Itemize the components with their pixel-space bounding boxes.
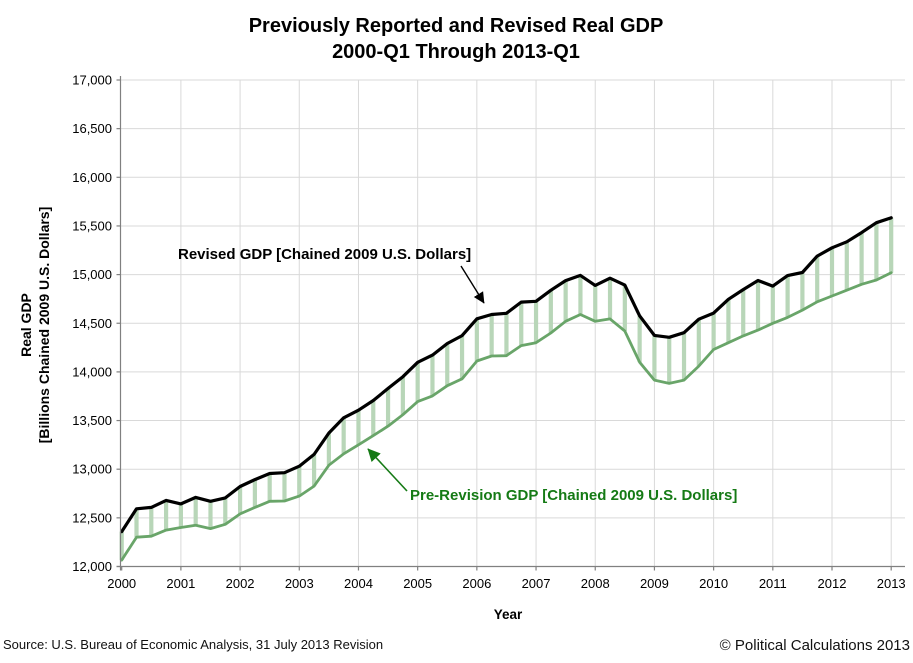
x-tick-labels xyxy=(107,576,905,591)
y-axis-title-line2: [Billions Chained 2009 U.S. Dollars] xyxy=(36,206,52,444)
x-tick-label: 2004 xyxy=(344,576,373,591)
y-tick-label: 14,500 xyxy=(72,315,112,331)
x-tick-label: 2005 xyxy=(403,576,433,591)
x-tick-label: 2001 xyxy=(166,576,196,591)
y-tick-label: 17,000 xyxy=(72,72,112,88)
y-tick-label: 15,500 xyxy=(72,218,112,234)
y-tick-labels xyxy=(72,73,112,575)
copyright-note: © Political Calculations 2013 xyxy=(719,637,910,654)
pre-revision-gdp-arrow xyxy=(368,449,407,491)
y-tick-label: 14,000 xyxy=(72,364,112,380)
x-tick-label: 2007 xyxy=(521,576,551,591)
y-tick-label: 13,000 xyxy=(72,461,112,477)
y-tick-label: 15,000 xyxy=(72,267,112,283)
x-tick-label: 2008 xyxy=(580,576,610,591)
x-tick-label: 2002 xyxy=(225,576,255,591)
revised-gdp-line xyxy=(122,218,892,532)
x-axis-title: Year xyxy=(493,607,523,622)
y-tick-label: 12,500 xyxy=(72,510,112,526)
x-tick-label: 2013 xyxy=(876,576,906,591)
x-tick-label: 2000 xyxy=(107,576,137,591)
x-tick-label: 2012 xyxy=(817,576,847,591)
chart-title-line2: 2000-Q1 Through 2013-Q1 xyxy=(332,41,580,63)
gdp-series-lines xyxy=(122,218,892,560)
y-tick-label: 12,000 xyxy=(72,559,112,574)
x-tick-label: 2009 xyxy=(639,576,669,591)
chart-title-line1: Previously Reported and Revised Real GDP xyxy=(248,15,664,37)
y-tick-label: 13,500 xyxy=(72,413,112,429)
y-tick-label: 16,000 xyxy=(72,169,112,185)
x-tick-label: 2003 xyxy=(284,576,314,591)
pre-revision-gdp-annotation: Pre-Revision GDP [Chained 2009 U.S. Dollars] xyxy=(410,487,738,504)
revised-gdp-arrow xyxy=(461,266,484,303)
x-tick-label: 2010 xyxy=(699,576,729,591)
y-tick-label: 16,500 xyxy=(72,121,112,137)
revision-band-hatches xyxy=(122,218,891,560)
revised-gdp-annotation: Revised GDP [Chained 2009 U.S. Dollars] xyxy=(178,246,472,263)
x-tick-label: 2006 xyxy=(462,576,492,591)
source-note: Source: U.S. Bureau of Economic Analysis, 31 July 2013 Revision xyxy=(3,637,384,652)
x-tick-label: 2011 xyxy=(758,576,787,591)
y-axis-title-line1: Real GDP xyxy=(18,293,34,357)
